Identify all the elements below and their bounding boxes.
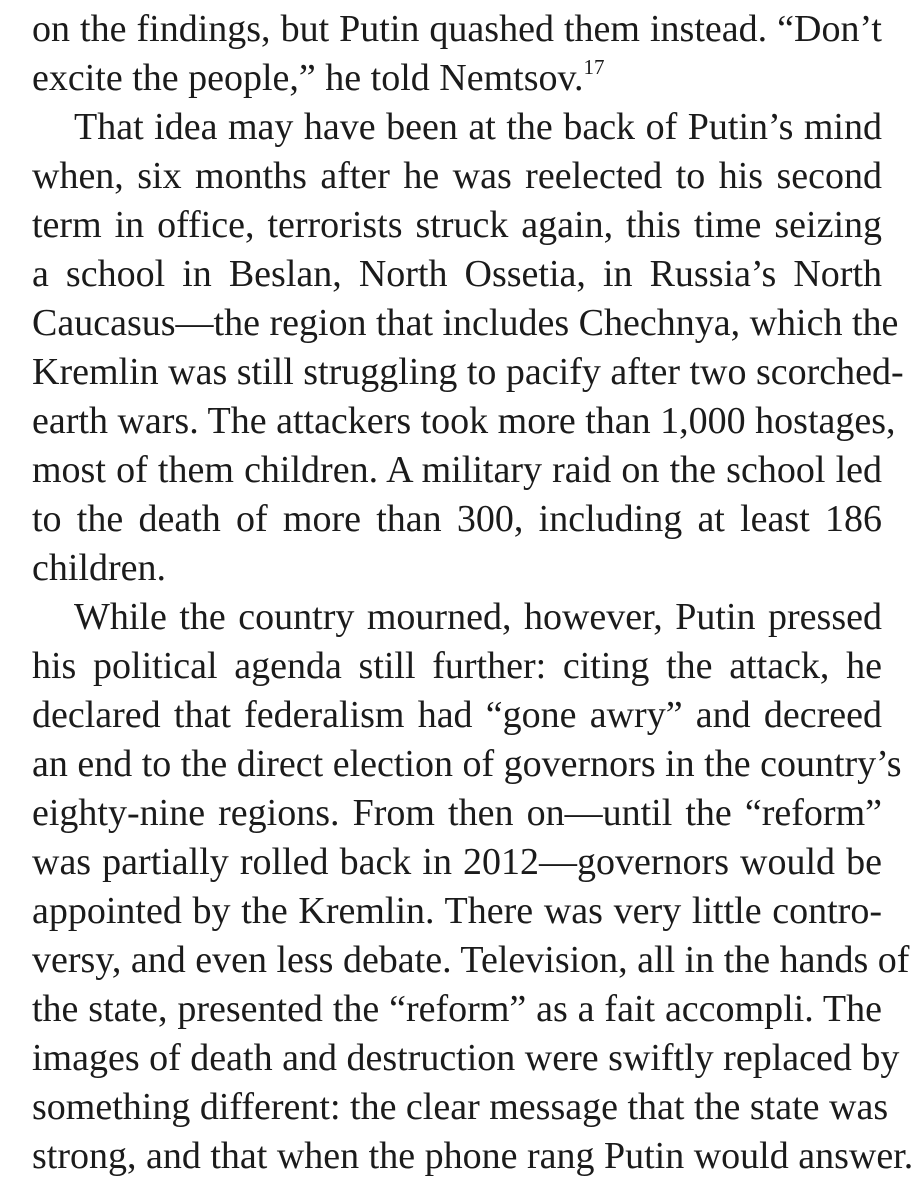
- text-line-content: excite the people,” he told Nemtsov.: [32, 57, 584, 99]
- text-line: children.: [32, 547, 167, 589]
- text-line: on the findings, but Putin quashed them instead. “Don’t: [32, 8, 882, 50]
- text-line: earth wars. The attackers took more than 1,000 hostages,: [32, 400, 896, 442]
- footnote-marker[interactable]: 17: [583, 55, 605, 79]
- text-line: when, six months after he was reelected to his second: [32, 155, 882, 197]
- text-line: [32, 54, 882, 103]
- text-line: something different: the clear message that the state was: [32, 1086, 889, 1128]
- text-line: While the country mourned, however, Putin pressed: [74, 596, 882, 638]
- text-line: Kremlin was still struggling to pacify after two scorched-: [32, 351, 904, 393]
- text-line: eighty-nine regions. From then on—until the “reform”: [32, 792, 882, 834]
- text-line: That idea may have been at the back of Putin’s mind: [74, 106, 882, 148]
- text-line: his political agenda still further: citing the attack, he: [32, 645, 882, 687]
- text-line: images of death and destruction were swiftly replaced by: [32, 1037, 900, 1079]
- text-line: an end to the direct election of governors in the country’s: [32, 743, 902, 785]
- text-line: appointed by the Kremlin. There was very little contro-: [32, 890, 882, 932]
- text-line: versy, and even less debate. Television, all in the hands of: [32, 939, 910, 981]
- text-line: most of them children. A military raid on the school led: [32, 449, 882, 491]
- text-line: strong, and that when the phone rang Putin would answer.: [32, 1135, 914, 1177]
- text-line: term in office, terrorists struck again, this time seizing: [32, 204, 882, 246]
- text-line: the state, presented the “reform” as a fait accompli. The: [32, 988, 882, 1030]
- text-line: Caucasus—the region that includes Chechnya, which the: [32, 302, 899, 344]
- text-line: declared that federalism had “gone awry” and decreed: [32, 694, 882, 736]
- text-line: a school in Beslan, North Ossetia, in Russia’s North: [32, 253, 882, 295]
- text-line: was partially rolled back in 2012—governors would be: [32, 841, 882, 883]
- text-line: to the death of more than 300, including at least 186: [32, 498, 882, 540]
